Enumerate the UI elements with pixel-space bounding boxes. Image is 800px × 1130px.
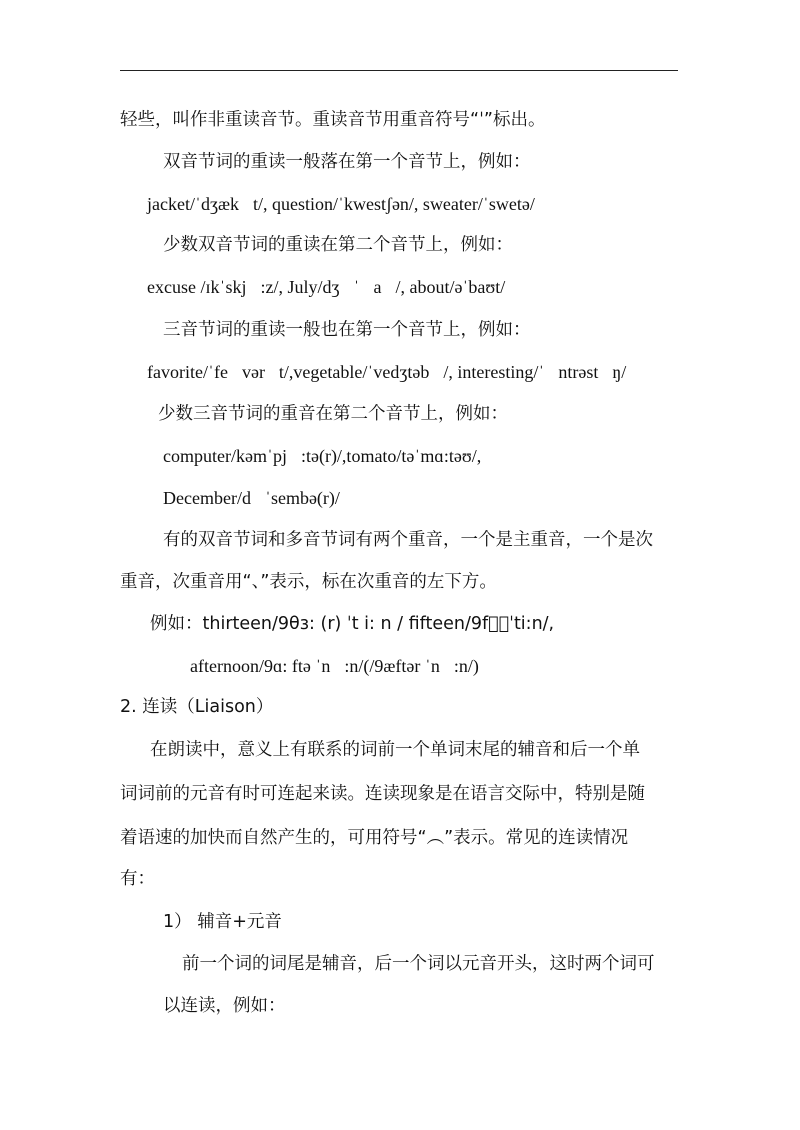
text-line: 在朗读中，意义上有联系的词前一个单词末尾的辅音和后一个单	[150, 740, 640, 760]
text-line: 双音节词的重读一般落在第一个音节上，例如：	[163, 152, 531, 172]
text-line: 以连读，例如：	[163, 996, 286, 1016]
text-line: 重音，次重音用“、”表示，标在次重音的左下方。	[120, 572, 497, 592]
phonetic-line: jacket/ˈdʒæk⃞t/, question/ˈkwestʃən/, sweater/ˈswetə/	[147, 194, 535, 214]
text-line: 前一个词的词尾是辅音，后一个词以元音开头，这时两个词可	[182, 954, 655, 974]
text-line: 有：	[120, 869, 155, 889]
phonetic-line: excuse /ɪkˈskj⃞:z/, July/dʒ⃞ˈ⃞a⃞/, about/əˈbaʊt/	[147, 277, 506, 297]
text-line: 轻些，叫作非重读音节。重读音节用重音符号“ˈ”标出。	[120, 110, 546, 130]
phonetic-line: favorite/ˈfe⃞vər⃞t/,vegetable/ˈvedʒtəb⃞/, interesting/ˈ⃞ntrəst⃞ŋ/	[147, 362, 627, 382]
text-line: 有的双音节词和多音节词有两个重音，一个是主重音，一个是次	[163, 530, 653, 550]
list-item-heading: 1） 辅音+元音	[163, 912, 282, 932]
text-line: 着语速的加快而自然产生的，可用符号“︵”表示。常见的连读情况	[120, 828, 629, 848]
phonetic-line: computer/kəmˈpj⃞:tə(r)/,tomato/təˈmɑ:təʊ/,	[163, 446, 482, 466]
example-line: 例如：thirteen/9θɜ: (r) ˈt i: n / fifteen/9f⃞⃞ˈti:n/,	[150, 614, 555, 634]
text-line: 词词前的元音有时可连起来读。连读现象是在语言交际中，特别是随	[120, 784, 645, 804]
header-rule	[120, 70, 678, 71]
text-line: 少数三音节词的重音在第二个音节上，例如：	[158, 404, 508, 424]
text-line: 三音节词的重读一般也在第一个音节上，例如：	[163, 320, 531, 340]
section-heading: 2. 连读（Liaison）	[120, 697, 274, 717]
phonetic-line: afternoon/9ɑ: ftə ˈn⃞:n/(/9æftər ˈn⃞:n/)	[190, 656, 479, 676]
text-line: 少数双音节词的重读在第二个音节上，例如：	[163, 235, 513, 255]
phonetic-line: December/d⃞ˈsembə(r)/	[163, 488, 340, 508]
